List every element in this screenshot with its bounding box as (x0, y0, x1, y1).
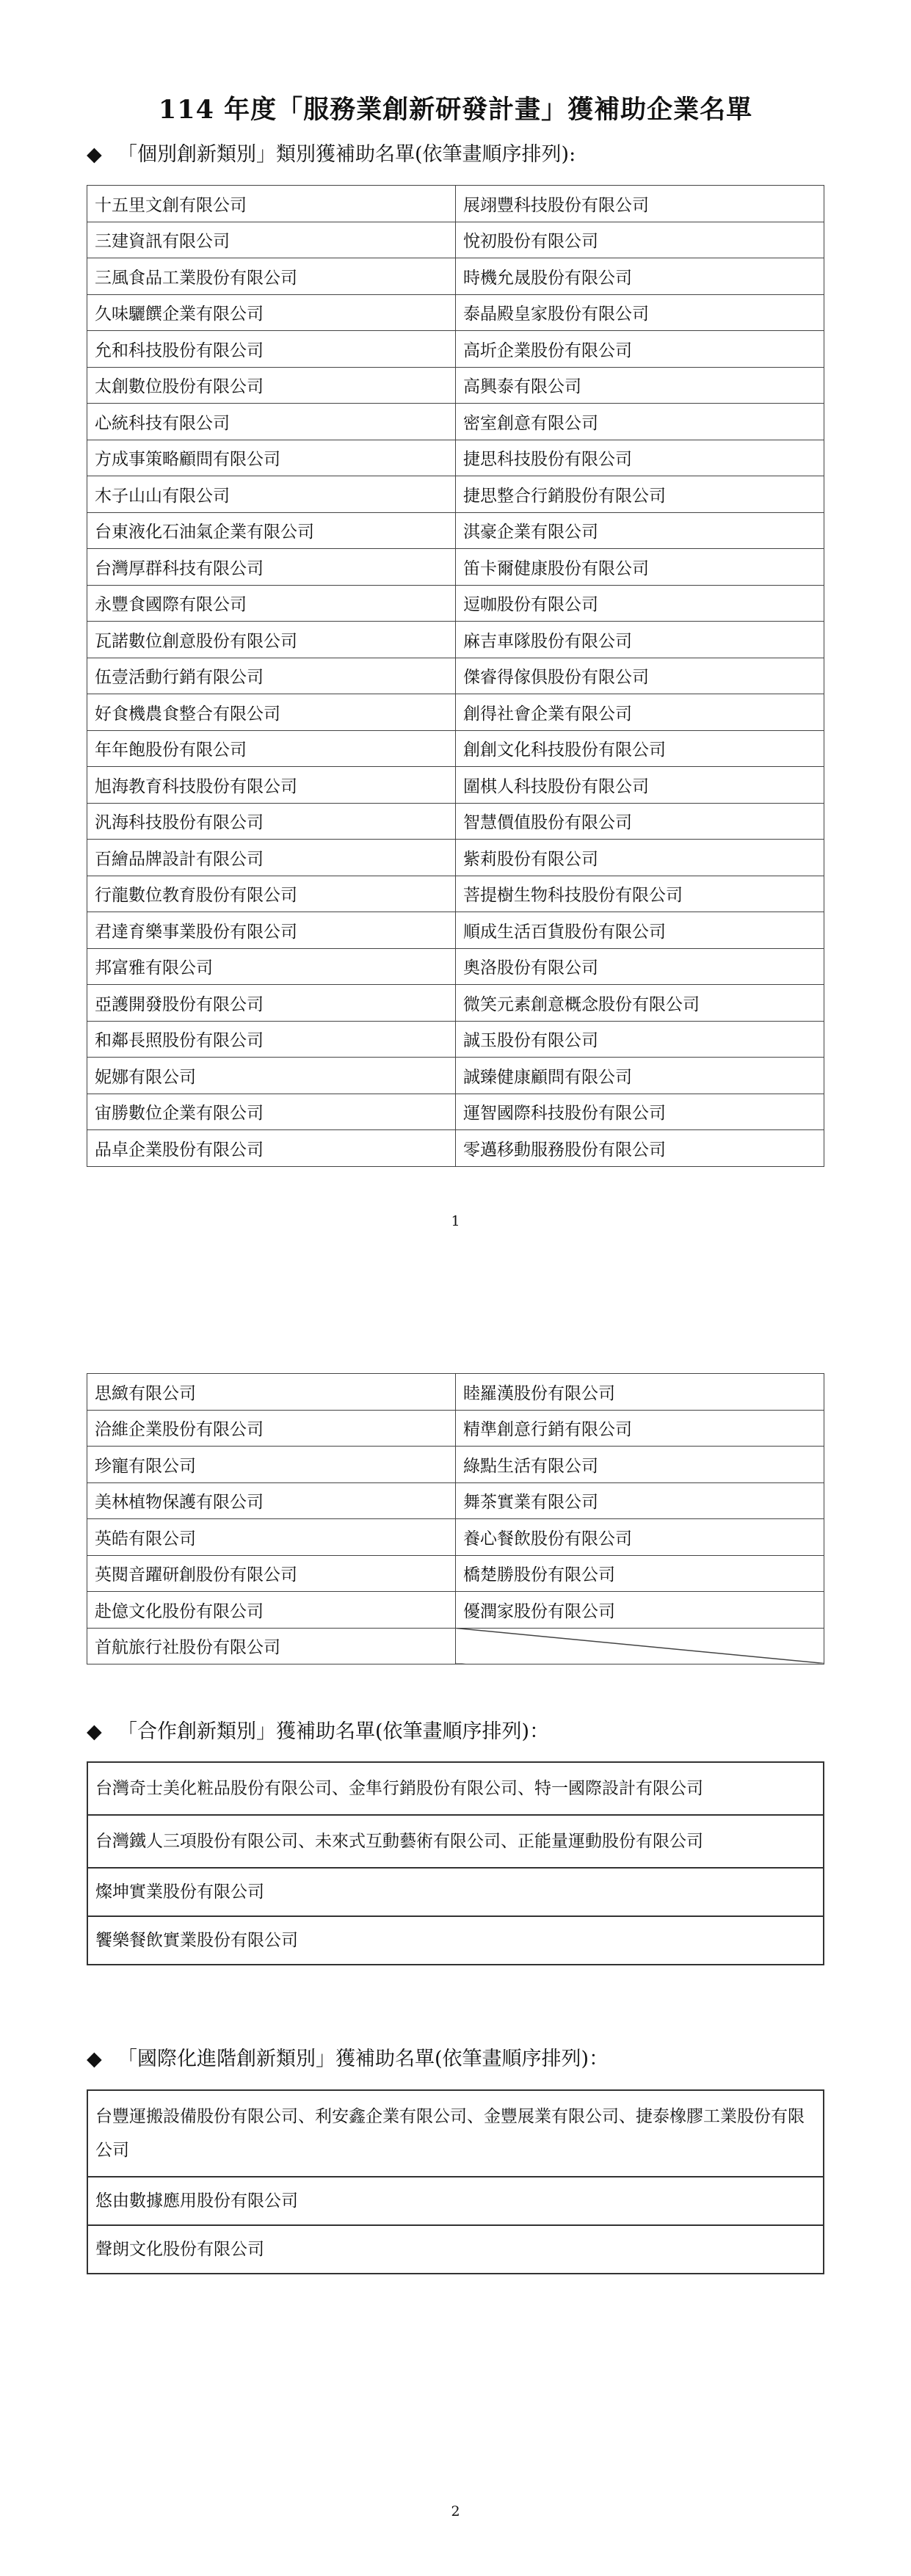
company-cell: 心統科技有限公司 (87, 404, 456, 440)
company-cell: 密室創意有限公司 (456, 404, 824, 440)
diamond-bullet-icon: ◆ (87, 143, 102, 166)
company-cell: 台灣厚群科技有限公司 (87, 549, 456, 586)
individual-awardees-table-continued (87, 1373, 824, 1664)
table-row (87, 1555, 824, 1592)
table-row (87, 1021, 824, 1058)
section-heading-individual (87, 138, 576, 167)
table-row (87, 1815, 824, 1868)
company-cell: 方成事策略顧問有限公司 (87, 440, 456, 476)
table-row (87, 658, 824, 694)
table-row (87, 331, 824, 368)
table-row (87, 1868, 824, 1916)
company-cell: 百繪品牌設計有限公司 (87, 840, 456, 876)
company-cell: 台灣奇士美化粧品股份有限公司、金隼行銷股份有限公司、特一國際設計有限公司 (87, 1762, 824, 1815)
company-cell: 創得社會企業有限公司 (456, 694, 824, 731)
table-row (87, 1410, 824, 1447)
company-cell: 太創數位股份有限公司 (87, 367, 456, 404)
company-cell: 睦羅漢股份有限公司 (456, 1374, 824, 1411)
company-cell: 奧洛股份有限公司 (456, 948, 824, 985)
cooperative-awardees-table (87, 1761, 824, 1965)
table-row (87, 622, 824, 658)
company-cell: 展翊豐科技股份有限公司 (456, 186, 824, 222)
table-row (87, 2177, 824, 2225)
company-cell: 宙勝數位企業有限公司 (87, 1094, 456, 1130)
company-cell: 木子山山有限公司 (87, 476, 456, 513)
table-row (87, 476, 824, 513)
company-cell: 好食機農食整合有限公司 (87, 694, 456, 731)
company-cell: 珍寵有限公司 (87, 1447, 456, 1483)
company-cell: 旭海教育科技股份有限公司 (87, 767, 456, 804)
table-row (87, 1058, 824, 1094)
company-cell: 行龍數位教育股份有限公司 (87, 876, 456, 912)
company-cell: 圍棋人科技股份有限公司 (456, 767, 824, 804)
company-cell: 瓦諾數位創意股份有限公司 (87, 622, 456, 658)
table-row (87, 803, 824, 840)
company-cell: 智慧價值股份有限公司 (456, 803, 824, 840)
table-row (87, 2090, 824, 2177)
company-cell: 高圻企業股份有限公司 (456, 331, 824, 368)
company-cell: 養心餐飲股份有限公司 (456, 1519, 824, 1556)
company-cell: 誠玉股份有限公司 (456, 1021, 824, 1058)
company-cell: 英皓有限公司 (87, 1519, 456, 1556)
company-cell: 永豐食國際有限公司 (87, 585, 456, 622)
company-cell: 十五里文創有限公司 (87, 186, 456, 222)
diamond-bullet-icon: ◆ (87, 2048, 102, 2070)
company-cell: 年年飽股份有限公司 (87, 730, 456, 767)
empty-cell (456, 1628, 824, 1664)
table-row (87, 730, 824, 767)
company-cell: 綠點生活有限公司 (456, 1447, 824, 1483)
company-cell: 台灣鐵人三項股份有限公司、未來式互動藝術有限公司、正能量運動股份有限公司 (87, 1815, 824, 1868)
table-row (87, 1916, 824, 1965)
diamond-bullet-icon: ◆ (87, 1720, 102, 1743)
company-cell: 思緻有限公司 (87, 1374, 456, 1411)
company-cell: 久味驪饌企業有限公司 (87, 294, 456, 331)
company-cell: 汎海科技股份有限公司 (87, 803, 456, 840)
document-title: 114 年度「服務業創新研發計畫」獲補助企業名單 (158, 95, 753, 125)
table-row (87, 585, 824, 622)
table-row (87, 222, 824, 258)
table-row (87, 512, 824, 549)
company-cell: 妮娜有限公司 (87, 1058, 456, 1094)
table-row (87, 294, 824, 331)
section-heading-text: 「國際化進階創新類別」獲補助名單(依筆畫順序排列)： (117, 2048, 609, 2070)
page-number: 2 (451, 2503, 460, 2519)
company-cell: 逗咖股份有限公司 (456, 585, 824, 622)
company-cell: 麻吉車隊股份有限公司 (456, 622, 824, 658)
table-row (87, 840, 824, 876)
company-cell: 三建資訊有限公司 (87, 222, 456, 258)
company-cell: 創創文化科技股份有限公司 (456, 730, 824, 767)
table-row (87, 1628, 824, 1664)
company-cell: 捷思科技股份有限公司 (456, 440, 824, 476)
company-cell: 紫莉股份有限公司 (456, 840, 824, 876)
company-cell: 泰晶殿皇家股份有限公司 (456, 294, 824, 331)
table-row (87, 948, 824, 985)
company-cell: 亞護開發股份有限公司 (87, 985, 456, 1022)
individual-awardees-table (87, 185, 824, 1167)
company-cell: 運智國際科技股份有限公司 (456, 1094, 824, 1130)
company-cell: 捷思整合行銷股份有限公司 (456, 476, 824, 513)
table-row (87, 694, 824, 731)
company-cell: 笛卡爾健康股份有限公司 (456, 549, 824, 586)
company-cell: 舞茶實業有限公司 (456, 1482, 824, 1519)
table-row (87, 1447, 824, 1483)
company-cell: 傑睿得傢俱股份有限公司 (456, 658, 824, 694)
company-cell: 邦富雅有限公司 (87, 948, 456, 985)
table-row (87, 1592, 824, 1629)
page-number: 1 (451, 1213, 460, 1229)
company-cell: 零邁移動服務股份有限公司 (456, 1130, 824, 1167)
page-2 (0, 1288, 911, 2576)
company-cell: 時機允晟股份有限公司 (456, 258, 824, 295)
company-cell: 順成生活百貨股份有限公司 (456, 912, 824, 949)
table-row (87, 440, 824, 476)
company-cell: 悅初股份有限公司 (456, 222, 824, 258)
section-heading-cooperative (87, 1715, 549, 1744)
table-row (87, 258, 824, 295)
company-cell: 台東液化石油氣企業有限公司 (87, 512, 456, 549)
company-cell: 品卓企業股份有限公司 (87, 1130, 456, 1167)
section-heading-international (87, 2042, 609, 2071)
company-cell: 伍壹活動行銷有限公司 (87, 658, 456, 694)
table-row (87, 767, 824, 804)
table-row (87, 1094, 824, 1130)
company-cell: 美林植物保護有限公司 (87, 1482, 456, 1519)
table-row (87, 1374, 824, 1411)
company-cell: 允和科技股份有限公司 (87, 331, 456, 368)
company-cell: 三風食品工業股份有限公司 (87, 258, 456, 295)
company-cell: 君達育樂事業股份有限公司 (87, 912, 456, 949)
table-row (87, 404, 824, 440)
company-cell: 聲朗文化股份有限公司 (87, 2225, 824, 2274)
company-cell: 誠臻健康顧問有限公司 (456, 1058, 824, 1094)
company-cell: 赴億文化股份有限公司 (87, 1592, 456, 1629)
company-cell: 優潤家股份有限公司 (456, 1592, 824, 1629)
company-cell: 饗樂餐飲實業股份有限公司 (87, 1916, 824, 1965)
table-row (87, 367, 824, 404)
table-row (87, 985, 824, 1022)
company-cell: 台豐運搬設備股份有限公司、利安鑫企業有限公司、金豐展業有限公司、捷泰橡膠工業股份有限公司 (87, 2090, 824, 2177)
table-row (87, 549, 824, 586)
international-awardees-table (87, 2089, 824, 2274)
company-cell: 悠由數據應用股份有限公司 (87, 2177, 824, 2225)
company-cell: 淇豪企業有限公司 (456, 512, 824, 549)
company-cell: 燦坤實業股份有限公司 (87, 1868, 824, 1916)
company-cell: 橋楚勝股份有限公司 (456, 1555, 824, 1592)
table-row (87, 912, 824, 949)
company-cell: 英閱音躍研創股份有限公司 (87, 1555, 456, 1592)
table-row (87, 1130, 824, 1167)
company-cell: 和鄰長照股份有限公司 (87, 1021, 456, 1058)
section-heading-text: 「個別創新類別」類別獲補助名單(依筆畫順序排列): (117, 143, 576, 166)
table-row (87, 2225, 824, 2274)
section-heading-text: 「合作創新類別」獲補助名單(依筆畫順序排列)： (117, 1720, 550, 1743)
company-cell: 首航旅行社股份有限公司 (87, 1628, 456, 1664)
company-cell: 微笑元素創意概念股份有限公司 (456, 985, 824, 1022)
company-cell: 菩提樹生物科技股份有限公司 (456, 876, 824, 912)
table-row (87, 1482, 824, 1519)
table-row (87, 1519, 824, 1556)
company-cell: 洽維企業股份有限公司 (87, 1410, 456, 1447)
table-row (87, 186, 824, 222)
company-cell: 精準創意行銷有限公司 (456, 1410, 824, 1447)
table-row (87, 1762, 824, 1815)
table-row (87, 876, 824, 912)
company-cell: 高興泰有限公司 (456, 367, 824, 404)
